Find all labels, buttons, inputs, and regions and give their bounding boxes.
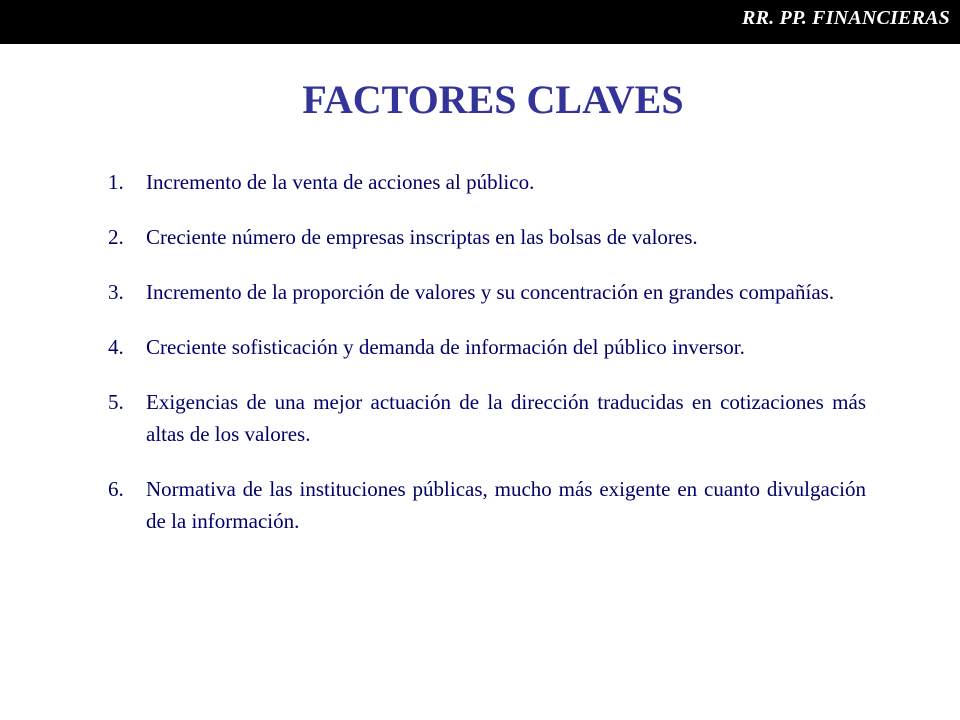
list-item bbox=[108, 473, 866, 537]
factor-list bbox=[108, 166, 866, 560]
list-item bbox=[108, 276, 866, 308]
item-text: Creciente número de empresas inscriptas en las bolsas de valores. bbox=[146, 225, 698, 249]
item-text: Exigencias de una mejor actuación de la dirección traducidas en cotizaciones más altas de los valores. bbox=[146, 390, 866, 446]
header-label: RR. PP. FINANCIERAS bbox=[742, 7, 950, 29]
item-text: Incremento de la proporción de valores y su concentración en grandes compañías. bbox=[146, 280, 835, 304]
item-text: Normativa de las instituciones públicas, mucho más exigente en cuanto divulgación de la información. bbox=[146, 477, 866, 533]
item-number: 3. bbox=[108, 280, 124, 304]
item-number: 1. bbox=[108, 170, 124, 194]
item-number: 4. bbox=[108, 335, 124, 359]
header-bar bbox=[0, 0, 960, 44]
item-number: 6. bbox=[108, 477, 124, 501]
list-item bbox=[108, 166, 866, 198]
list-item bbox=[108, 221, 866, 253]
list-item bbox=[108, 386, 866, 450]
item-text: Creciente sofisticación y demanda de información del público inversor. bbox=[146, 335, 745, 359]
item-number: 5. bbox=[108, 390, 124, 414]
item-number: 2. bbox=[108, 225, 124, 249]
list-item bbox=[108, 331, 866, 363]
item-text: Incremento de la venta de acciones al público. bbox=[146, 170, 535, 194]
slide-title: FACTORES CLAVES bbox=[302, 77, 684, 122]
